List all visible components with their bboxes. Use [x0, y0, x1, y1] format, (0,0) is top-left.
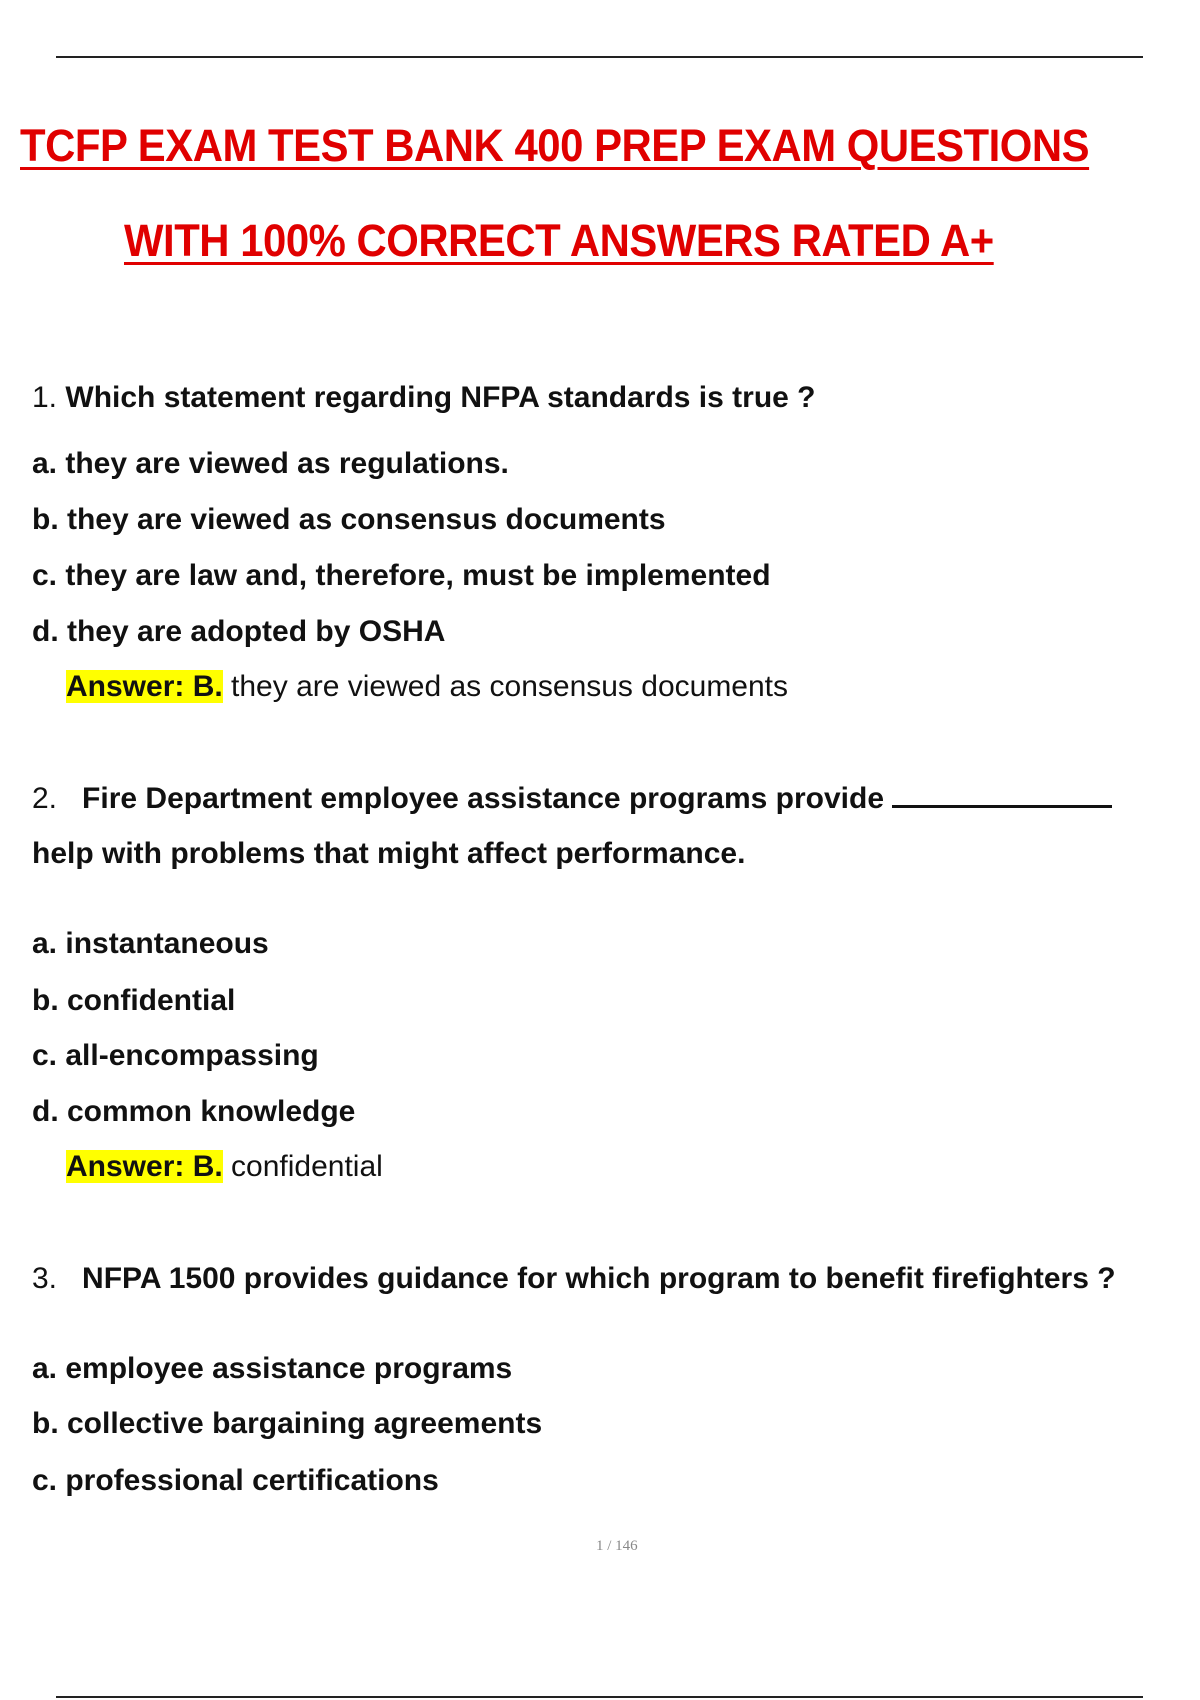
- option-b: b. confidential: [32, 984, 236, 1017]
- question-3: [32, 1261, 1116, 1297]
- answer-text: confidential: [222, 1150, 383, 1183]
- answer-label: Answer: B.: [66, 1150, 223, 1183]
- document-title-line2: WITH 100% CORRECT ANSWERS RATED A+: [124, 215, 994, 266]
- option-d: d. they are adopted by OSHA: [32, 615, 446, 648]
- question-text: Which statement regarding NFPA standards is true ?: [65, 381, 816, 414]
- question-number: 3.: [32, 1262, 58, 1295]
- question-2-continued: help with problems that might affect performance.: [32, 837, 746, 870]
- question-1: [32, 380, 816, 416]
- option-d: d. common knowledge: [32, 1095, 356, 1128]
- question-text: NFPA 1500 provides guidance for which program to benefit firefighters ?: [82, 1262, 1116, 1295]
- document-title-line1: TCFP EXAM TEST BANK 400 PREP EXAM QUESTIONS: [20, 120, 1090, 171]
- option-a: a. instantaneous: [32, 927, 269, 960]
- option-b: b. they are viewed as consensus documents: [32, 503, 666, 536]
- answer-label: Answer: B.: [66, 670, 223, 703]
- fill-in-blank: [892, 781, 1112, 808]
- option-c: c. they are law and, therefore, must be implemented: [32, 559, 771, 592]
- option-c: c. all-encompassing: [32, 1039, 319, 1072]
- option-c: c. professional certifications: [32, 1464, 439, 1497]
- answer-text: they are viewed as consensus documents: [222, 670, 789, 703]
- page-number: 1 / 146: [596, 1538, 638, 1554]
- bottom-rule: [56, 1696, 1143, 1698]
- option-a: a. employee assistance programs: [32, 1352, 513, 1385]
- question-number: 2.: [32, 782, 58, 815]
- top-rule: [56, 56, 1143, 58]
- answer-1: [66, 669, 788, 705]
- answer-2: [66, 1149, 383, 1185]
- question-number: 1.: [32, 381, 58, 414]
- question-text: Fire Department employee assistance programs provide: [82, 782, 885, 815]
- question-2: [32, 781, 1112, 817]
- option-a: a. they are viewed as regulations.: [32, 447, 509, 480]
- option-b: b. collective bargaining agreements: [32, 1407, 543, 1440]
